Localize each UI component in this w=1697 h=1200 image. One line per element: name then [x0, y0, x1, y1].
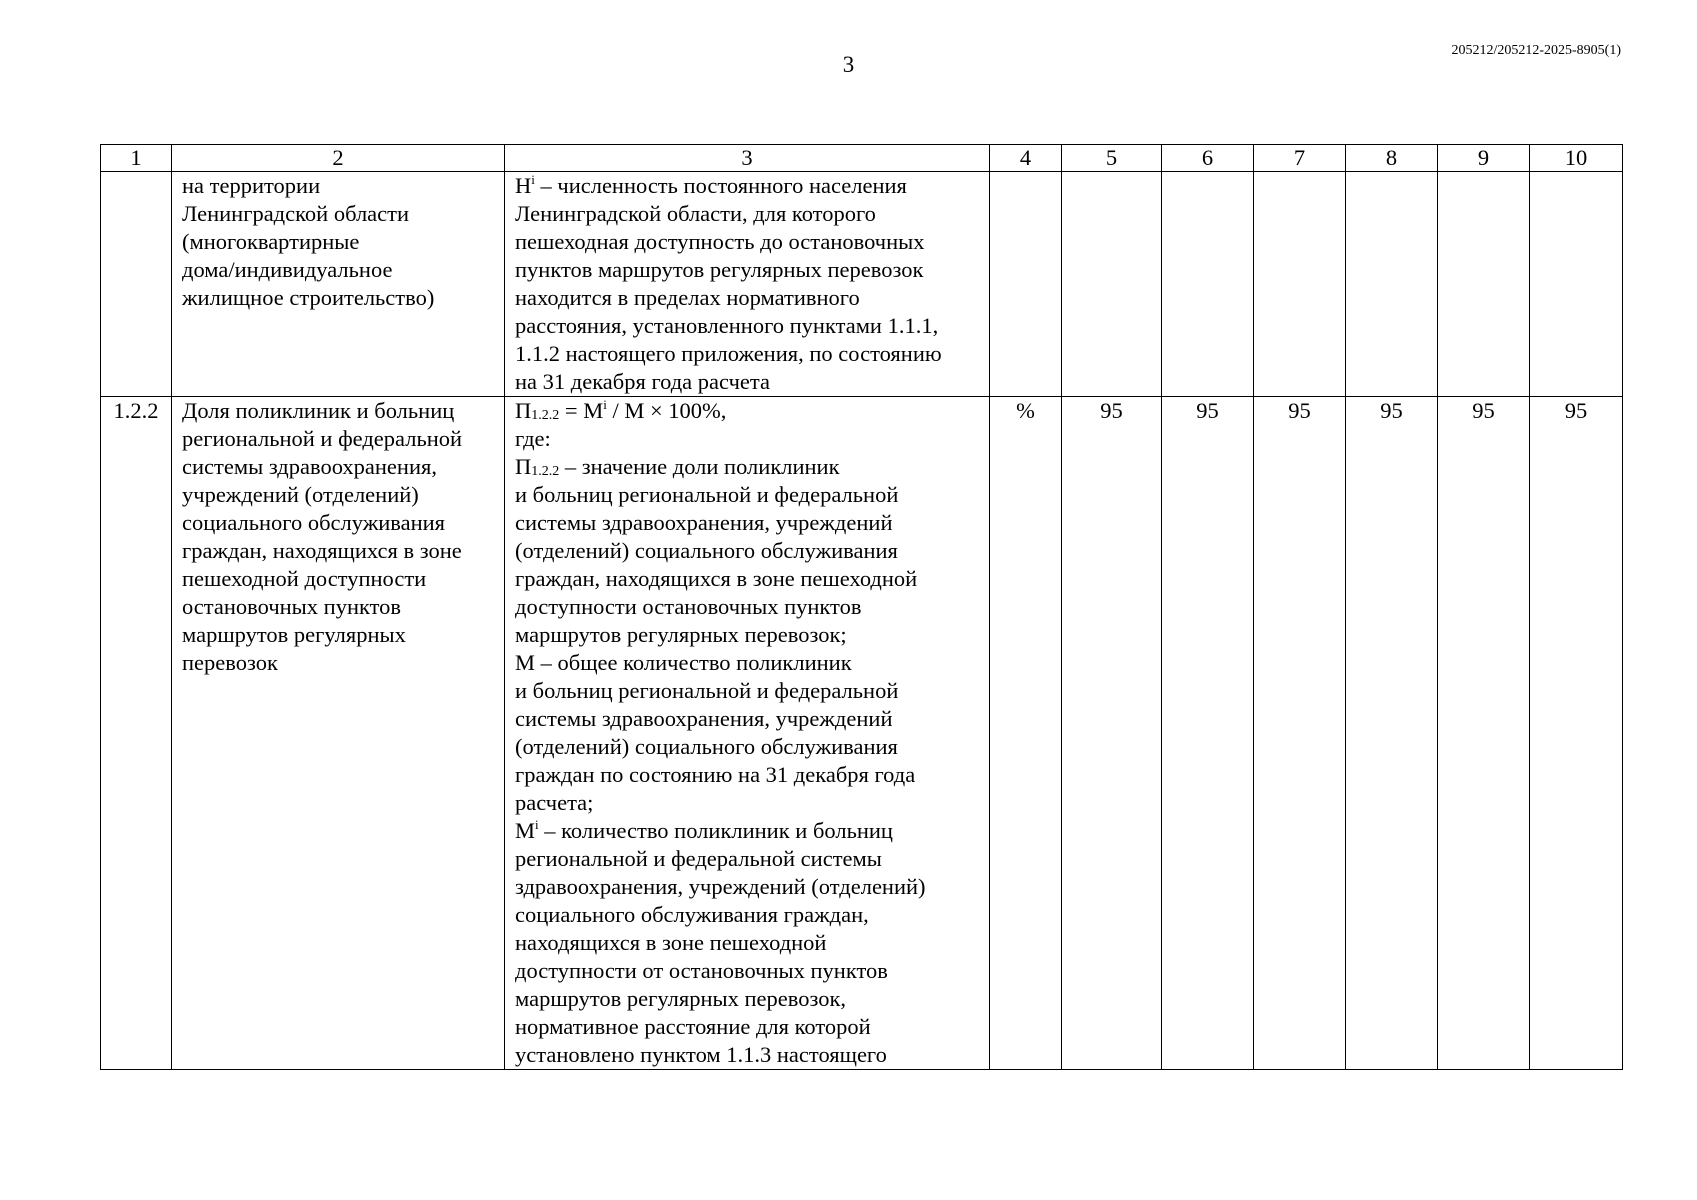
formula-text-line: маршрутов регулярных перевозок;: [515, 622, 847, 647]
p-definition-text: – значение доли поликлиник: [559, 454, 840, 479]
formula-text-line: на 31 декабря года расчета: [515, 369, 770, 394]
formula-text-line: расчета;: [515, 790, 594, 815]
indicators-table: [100, 144, 1623, 1070]
value-cell: [1346, 172, 1438, 397]
indicator-name-line: остановочных пунктов: [182, 594, 402, 619]
formula-p-subscript: 1.2.2: [531, 408, 560, 423]
formula-text-line: расстояния, установленного пунктами 1.1.1,: [515, 313, 939, 338]
formula-cell: [505, 397, 990, 1070]
formula-rest: / М × 100%,: [606, 398, 727, 423]
value-cell: 95: [1346, 397, 1438, 1070]
where-line: где:: [515, 426, 551, 451]
value-cell: [1438, 172, 1530, 397]
formula-cell: [505, 172, 990, 397]
formula-text-line: находится в пределах нормативного: [515, 285, 860, 310]
row-number-cell: [101, 172, 172, 397]
column-number: 9: [1438, 145, 1530, 172]
indicator-name-line: на территории: [182, 173, 321, 198]
value-cell: 95: [1530, 397, 1623, 1070]
table-row-1-2-2: [101, 397, 1623, 1070]
formula-text-line: находящихся в зоне пешеходной: [515, 930, 827, 955]
mi-superscript: i: [535, 817, 539, 832]
mi-symbol: М: [515, 818, 536, 843]
indicator-name-line: перевозок: [182, 650, 278, 675]
column-number: 6: [1162, 145, 1254, 172]
value-cell: [1530, 172, 1623, 397]
value-cell: [1162, 172, 1254, 397]
formula-p-symbol: П: [515, 398, 532, 423]
formula-text-line: доступности от остановочных пунктов: [515, 958, 888, 983]
formula-text-line: М – общее количество поликлиник: [515, 650, 852, 675]
indicator-name-line: жилищное строительство): [182, 285, 435, 310]
formula-text-line: системы здравоохранения, учреждений: [515, 706, 893, 731]
p-definition-line: [515, 453, 979, 481]
formula-text-line: граждан, находящихся в зоне пешеходной: [515, 566, 918, 591]
indicator-name-line: учреждений (отделений): [182, 482, 419, 507]
mi-definition-line: [515, 817, 979, 845]
document-id: 205212/205212-2025-8905(1): [1451, 43, 1621, 58]
formula-text-line: социального обслуживания граждан,: [515, 902, 869, 927]
indicator-name-line: Доля поликлиник и больниц: [182, 398, 455, 423]
unit-cell: %: [990, 397, 1062, 1070]
p-symbol: П: [515, 454, 532, 479]
column-number: 2: [172, 145, 505, 172]
formula-text-line: установлено пунктом 1.1.3 настоящего: [515, 1042, 887, 1067]
formula-text-line: здравоохранения, учреждений (отделений): [515, 874, 926, 899]
formula-text-line: системы здравоохранения, учреждений: [515, 510, 893, 535]
indicator-name-line: дома/индивидуальное: [182, 257, 393, 282]
h-definition-line: [515, 172, 979, 200]
column-number: 8: [1346, 145, 1438, 172]
value-cell: [1254, 172, 1346, 397]
column-number: 10: [1530, 145, 1623, 172]
formula-text-line: (отделений) социального обслуживания: [515, 734, 898, 759]
h-definition-text: – численность постоянного населения: [534, 173, 907, 198]
mi-definition-text: – количество поликлиник и больниц: [538, 818, 893, 843]
formula-text-line: (отделений) социального обслуживания: [515, 538, 898, 563]
formula-text-line: пунктов маршрутов регулярных перевозок: [515, 257, 924, 282]
indicator-name-line: граждан, находящихся в зоне: [182, 538, 462, 563]
column-number: 5: [1062, 145, 1162, 172]
formula-text-line: доступности остановочных пунктов: [515, 594, 862, 619]
table-row-continued: [101, 172, 1623, 397]
formula-text-line: граждан по состоянию на 31 декабря года: [515, 762, 916, 787]
column-number: 1: [101, 145, 172, 172]
formula-text-line: и больниц региональной и федеральной: [515, 678, 899, 703]
page-number: 3: [842, 52, 855, 77]
formula-text-line: нормативное расстояние для которой: [515, 1014, 871, 1039]
h-symbol: Н: [515, 173, 532, 198]
value-cell: 95: [1438, 397, 1530, 1070]
formula-text-line: региональной и федеральной системы: [515, 846, 882, 871]
indicator-name-cell: [172, 397, 505, 1070]
formula-m-superscript: i: [603, 397, 607, 412]
indicator-name-line: (многоквартирные: [182, 229, 360, 254]
indicator-name-line: Ленинградской области: [182, 201, 410, 226]
column-number: 3: [505, 145, 990, 172]
indicator-name-line: региональной и федеральной: [182, 426, 463, 451]
p-subscript: 1.2.2: [531, 464, 560, 479]
formula-text-line: пешеходная доступность до остановочных: [515, 229, 925, 254]
indicator-name-line: системы здравоохранения,: [182, 454, 437, 479]
formula-line: [515, 397, 979, 425]
column-number: 7: [1254, 145, 1346, 172]
formula-equals: = М: [559, 398, 604, 423]
value-cell: 95: [1062, 397, 1162, 1070]
value-cell: 95: [1162, 397, 1254, 1070]
indicator-name-line: пешеходной доступности: [182, 566, 427, 591]
formula-text-line: и больниц региональной и федеральной: [515, 482, 899, 507]
formula-text-line: Ленинградской области, для которого: [515, 201, 876, 226]
value-cell: [1062, 172, 1162, 397]
row-number-cell: 1.2.2: [101, 397, 172, 1070]
unit-cell: [990, 172, 1062, 397]
value-cell: 95: [1254, 397, 1346, 1070]
indicator-name-cell: [172, 172, 505, 397]
column-number: 4: [990, 145, 1062, 172]
indicator-name-line: маршрутов регулярных: [182, 622, 406, 647]
formula-text-line: маршрутов регулярных перевозок,: [515, 986, 847, 1011]
column-number-row: [101, 145, 1623, 172]
h-superscript: i: [531, 172, 535, 187]
formula-text-line: 1.1.2 настоящего приложения, по состоянию: [515, 341, 942, 366]
indicator-name-line: социального обслуживания: [182, 510, 446, 535]
